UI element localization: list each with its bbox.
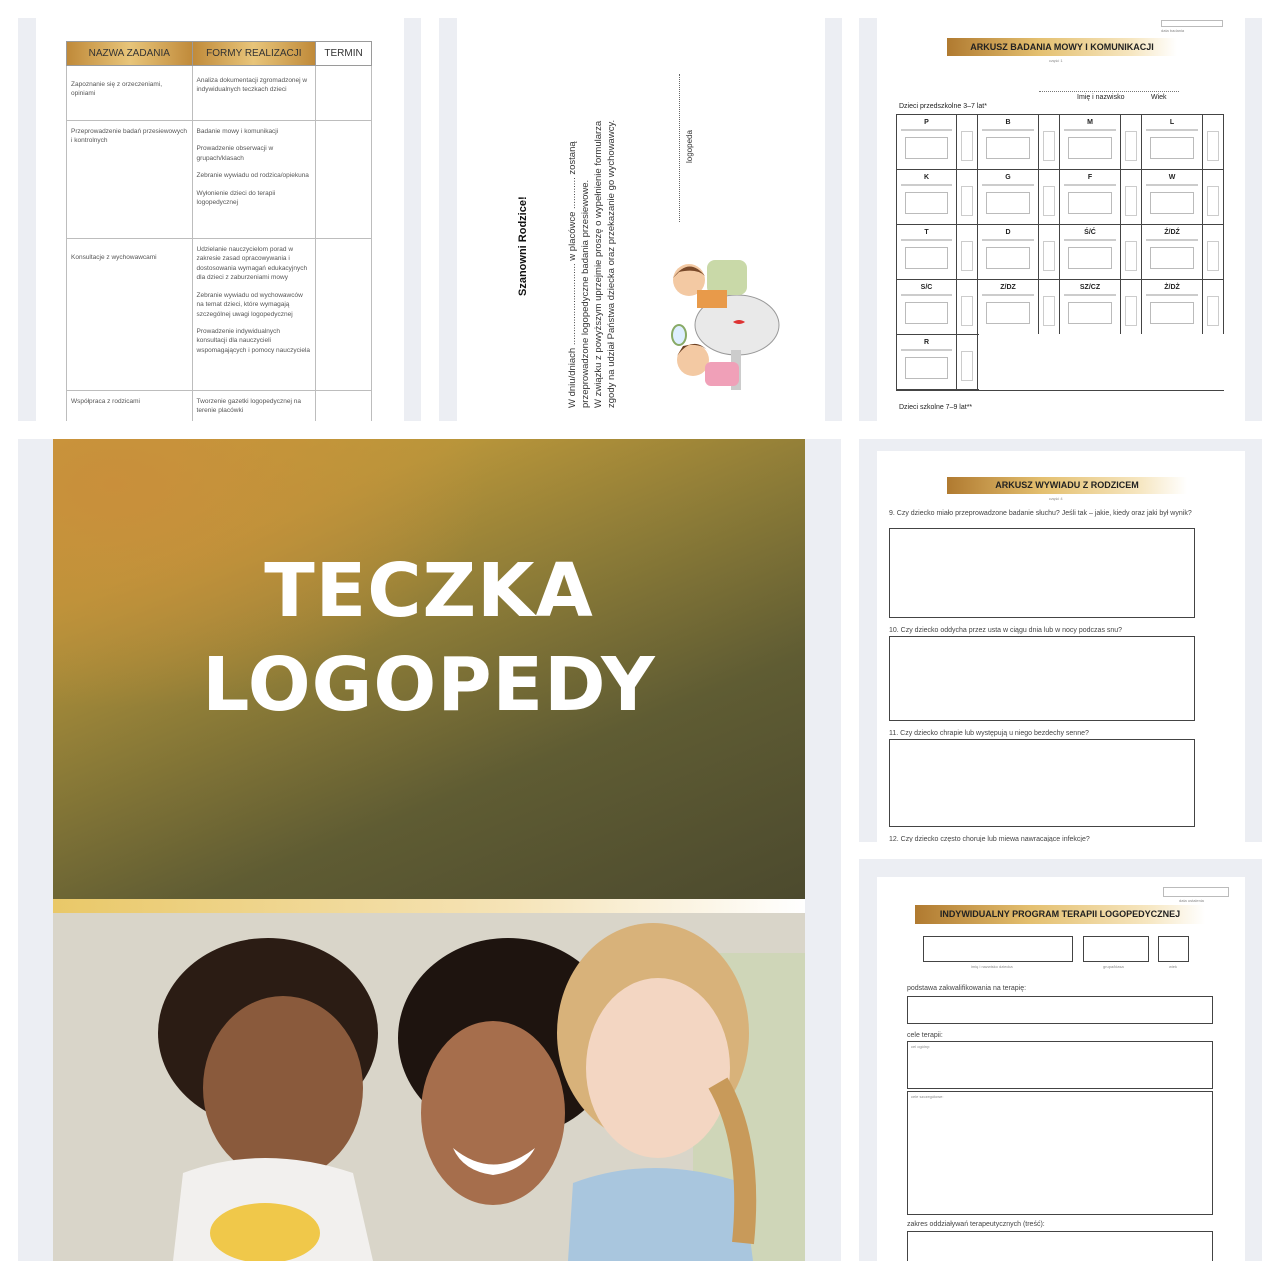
age-box[interactable] <box>1158 936 1189 962</box>
basis-box[interactable] <box>907 996 1213 1024</box>
question-11: 11. Czy dziecko chrapie lub występują u niego bezdechy senne? <box>889 730 1089 737</box>
exam-date-label: data badania <box>1161 28 1185 33</box>
sound-caption-line <box>1146 129 1198 131</box>
sound-row <box>896 334 979 390</box>
score-box[interactable] <box>1125 296 1137 326</box>
sound-cell[interactable] <box>978 170 1039 224</box>
exam-date-box <box>1161 20 1223 27</box>
score-box[interactable] <box>961 296 973 326</box>
sound-caption-line <box>1064 239 1116 241</box>
sound-score-cell[interactable] <box>957 170 978 224</box>
forms-cell: Analiza dokumentacji zgromadzonej w indywidualnych teczkach dzieci <box>192 66 316 121</box>
program-sheet-preview <box>859 859 1262 1261</box>
sound-cell[interactable] <box>1060 225 1121 279</box>
sound-caption-line <box>982 129 1034 131</box>
sound-answer-box[interactable] <box>905 247 948 269</box>
score-box[interactable] <box>1043 131 1055 161</box>
sound-caption-line <box>1064 294 1116 296</box>
sound-answer-box[interactable] <box>1068 302 1112 324</box>
sound-score-cell[interactable] <box>1121 225 1142 279</box>
parent-letter-preview <box>439 18 842 421</box>
col-header-forms: FORMY REALIZACJI <box>192 42 316 66</box>
sound-cell[interactable] <box>896 225 957 279</box>
goals-label: cele terapii: <box>907 1032 943 1039</box>
table-row <box>67 121 372 239</box>
question-9: 9. Czy dziecko miało przeprowadzone badanie słuchu? Jeśli tak – jakie, kiedy oraz jaki był wynik? <box>889 510 1192 517</box>
score-box[interactable] <box>1207 186 1219 216</box>
sound-caption-line <box>1146 184 1198 186</box>
score-box[interactable] <box>1125 186 1137 216</box>
sound-score-cell[interactable] <box>1039 115 1060 169</box>
sound-label: D <box>1005 229 1011 236</box>
forms-cell: Tworzenie gazetki logopedycznej na terenie placówki <box>192 391 316 422</box>
sound-cell[interactable] <box>896 280 957 334</box>
score-box[interactable] <box>961 241 973 271</box>
letter-line-1: W dniu/dniach ............................... w placówce ............ zostaną <box>567 141 578 408</box>
sound-label: Ź/DŹ <box>1164 229 1180 236</box>
score-box[interactable] <box>1207 241 1219 271</box>
cover-title-line-2: LOGOPEDY <box>202 642 656 728</box>
sound-caption-line <box>901 294 952 296</box>
table-row <box>67 391 372 422</box>
sound-caption-line <box>982 239 1034 241</box>
sound-cell[interactable] <box>1060 115 1121 169</box>
sound-score-cell[interactable] <box>1203 225 1224 279</box>
term-cell <box>316 239 372 391</box>
sound-cell[interactable] <box>896 170 957 224</box>
sound-caption-line <box>901 349 952 351</box>
sound-score-cell[interactable] <box>1121 280 1142 334</box>
score-box[interactable] <box>1125 241 1137 271</box>
sound-label: Ż/DŻ <box>1164 284 1180 291</box>
sound-label: L <box>1169 119 1175 126</box>
answer-box-11[interactable] <box>889 739 1195 827</box>
sound-cell[interactable] <box>1142 280 1203 334</box>
specific-goals-box[interactable] <box>907 1091 1213 1215</box>
group-label: grupa/klasa <box>1103 964 1124 969</box>
sound-score-cell[interactable] <box>1203 170 1224 224</box>
sound-answer-box[interactable] <box>905 357 948 379</box>
score-box[interactable] <box>1125 131 1137 161</box>
sound-answer-box[interactable] <box>905 302 948 324</box>
plan-table <box>66 41 372 421</box>
sound-answer-box[interactable] <box>986 302 1030 324</box>
sound-cell[interactable] <box>1060 170 1121 224</box>
score-box[interactable] <box>961 186 973 216</box>
cover-photo <box>53 913 805 1261</box>
family-photo-illustration <box>53 913 805 1261</box>
sound-caption-line <box>982 184 1034 186</box>
speech-sheet-title: ARKUSZ BADANIA MOWY I KOMUNIKACJI <box>947 38 1177 56</box>
term-cell <box>316 391 372 422</box>
score-box[interactable] <box>1043 241 1055 271</box>
sound-label: T <box>924 229 929 236</box>
task-cell: Przeprowadzenie badań przesiewowych i kontrolnych <box>67 121 193 239</box>
program-date-label: data ustalenia <box>1179 898 1204 903</box>
sound-score-cell[interactable] <box>957 225 978 279</box>
letter-line-4: zgody na udział Państwa dziecka oraz przekazanie go wychowawcy. <box>606 119 617 408</box>
cover-gradient-panel <box>53 439 805 899</box>
task-cell: Współpraca z rodzicami <box>67 391 193 422</box>
sound-answer-box[interactable] <box>1068 192 1112 214</box>
sound-label: B <box>1005 119 1011 126</box>
table-row <box>67 66 372 121</box>
cover-title-line-1: TECZKA <box>264 548 594 634</box>
sound-cell[interactable] <box>978 115 1039 169</box>
sound-label: SZ/CZ <box>1079 284 1101 291</box>
sound-answer-box[interactable] <box>1068 247 1112 269</box>
sound-row <box>896 114 1224 169</box>
sound-label: Ś/Ć <box>1084 229 1096 236</box>
answer-box-10[interactable] <box>889 636 1195 721</box>
sound-label: G <box>1005 174 1011 181</box>
sound-caption-line <box>901 129 952 131</box>
sound-score-cell[interactable] <box>1203 280 1224 334</box>
cover-preview <box>18 439 841 1261</box>
program-date-box[interactable] <box>1163 887 1229 897</box>
task-cell: Konsultacje z wychowawcami <box>67 239 193 391</box>
score-box[interactable] <box>1043 296 1055 326</box>
table-row <box>67 239 372 391</box>
sound-caption-line <box>1146 294 1198 296</box>
sound-grid <box>896 114 1224 391</box>
sound-score-cell[interactable] <box>1039 280 1060 334</box>
sound-answer-box[interactable] <box>986 192 1030 214</box>
sound-caption-line <box>1064 184 1116 186</box>
child-name-box[interactable] <box>923 936 1073 962</box>
sound-score-cell[interactable] <box>1039 170 1060 224</box>
sound-cell[interactable] <box>978 280 1039 334</box>
sound-label: S/C <box>920 284 933 291</box>
term-cell <box>316 121 372 239</box>
interview-sheet-title: ARKUSZ WYWIADU Z RODZICEM <box>947 477 1187 494</box>
sound-cell[interactable] <box>896 115 957 169</box>
specific-goals-label: cele szczegółowe: <box>911 1094 944 1099</box>
cover-title <box>53 544 805 732</box>
letter-line-2: przeprowadzone logopedyczne badania przesiewowe. <box>580 179 591 408</box>
score-box[interactable] <box>1043 186 1055 216</box>
sound-row <box>896 224 1224 279</box>
school-group-label: Dzieci szkolne 7–9 lat** <box>899 404 973 411</box>
signature-label: logopeda <box>685 130 694 163</box>
sound-score-cell[interactable] <box>957 280 978 334</box>
sound-label: R <box>923 339 930 346</box>
sound-cell[interactable] <box>1142 115 1203 169</box>
basis-label: podstawa zakwalifikowania na terapię: <box>907 985 1027 992</box>
col-header-term: TERMIN <box>316 42 372 66</box>
sound-score-cell[interactable] <box>1121 115 1142 169</box>
name-label: Imię i nazwisko <box>1077 94 1125 101</box>
sound-caption-line <box>982 294 1034 296</box>
sound-row <box>896 169 1224 224</box>
sound-answer-box[interactable] <box>1068 137 1112 159</box>
sound-score-cell[interactable] <box>1203 115 1224 169</box>
interview-sheet-preview <box>859 439 1262 842</box>
sound-cell[interactable] <box>978 225 1039 279</box>
score-box[interactable] <box>1207 296 1219 326</box>
sound-label: F <box>1087 174 1093 181</box>
sound-answer-box[interactable] <box>986 247 1030 269</box>
sound-answer-box[interactable] <box>905 192 948 214</box>
score-box[interactable] <box>961 131 973 161</box>
answer-box-9[interactable] <box>889 528 1195 618</box>
speech-sheet-preview <box>859 18 1262 421</box>
name-line <box>1039 91 1179 92</box>
cover-gold-stripe <box>53 899 805 913</box>
general-goal-label: cel ogólny: <box>911 1044 931 1049</box>
forms-cell: Udzielanie nauczycielom porad w zakresie zasad opracowywania i dostosowania wymagań edukacyjnych dla dzieci z zaburzeniami mowy Zebranie wywiadu od wychowawców na temat dzieci, które wymagają szczególnej uwagi logopedycznej Prowadzenie indywidualnych konsultacji dla nauczycieli wspomagających i pomocy nauczyciela <box>192 239 316 391</box>
sound-label: W <box>1168 174 1176 181</box>
sound-cell[interactable] <box>896 335 957 389</box>
scope-box[interactable] <box>907 1231 1213 1261</box>
program-sheet-title: INDYWIDUALNY PROGRAM TERAPII LOGOPEDYCZNEJ <box>915 905 1205 924</box>
age-label: Wiek <box>1151 94 1167 101</box>
sound-score-cell[interactable] <box>1039 225 1060 279</box>
sound-cell[interactable] <box>1060 280 1121 334</box>
general-goal-box[interactable] <box>907 1041 1213 1089</box>
sound-score-cell[interactable] <box>957 335 978 389</box>
score-box[interactable] <box>961 351 973 381</box>
sound-answer-box[interactable] <box>1150 247 1194 269</box>
signature-line <box>679 74 680 222</box>
preschool-group-label: Dzieci przedszkolne 3–7 lat* <box>899 103 987 110</box>
sound-caption-line <box>901 184 952 186</box>
sound-answer-box[interactable] <box>905 137 948 159</box>
term-cell <box>316 66 372 121</box>
sound-answer-box[interactable] <box>986 137 1030 159</box>
score-box[interactable] <box>1207 131 1219 161</box>
sound-label: M <box>1087 119 1093 126</box>
question-12: 12. Czy dziecko często choruje lub miewa nawracające infekcje? <box>889 836 1090 842</box>
children-mirror-illustration <box>649 250 789 400</box>
sound-cell[interactable] <box>1142 225 1203 279</box>
question-10: 10. Czy dziecko oddycha przez usta w ciągu dnia lub w nocy podczas snu? <box>889 627 1123 634</box>
sound-caption-line <box>1146 239 1198 241</box>
sound-answer-box[interactable] <box>1150 302 1194 324</box>
sound-score-cell[interactable] <box>1121 170 1142 224</box>
letter-heading: Szanowni Rodzice! <box>517 196 529 296</box>
sound-row <box>896 279 1224 334</box>
sound-answer-box[interactable] <box>1150 137 1194 159</box>
sound-caption-line <box>901 239 952 241</box>
sound-cell[interactable] <box>1142 170 1203 224</box>
scope-label: zakres oddziaływań terapeutycznych (treść): <box>907 1221 1045 1228</box>
sound-answer-box[interactable] <box>1150 192 1194 214</box>
sound-label: K <box>923 174 930 181</box>
sound-label: Z/DZ <box>1000 284 1016 291</box>
sound-score-cell[interactable] <box>957 115 978 169</box>
forms-cell: Badanie mowy i komunikacji Prowadzenie obserwacji w grupach/klasach Zebranie wywiadu od rodzica/opiekuna Wyłonienie dzieci do terapii logopedycznej <box>192 121 316 239</box>
plan-table-preview <box>18 18 421 421</box>
sound-label: P <box>924 119 929 126</box>
task-cell: Zapoznanie się z orzeczeniami, opiniami <box>67 66 193 121</box>
interview-part-label: część 4 <box>1049 496 1063 501</box>
sound-caption-line <box>1064 129 1116 131</box>
group-box[interactable] <box>1083 936 1149 962</box>
col-header-task: NAZWA ZADANIA <box>67 42 193 66</box>
letter-line-3: W związku z powyższym uprzejmie proszę o wypełnienie formularza <box>593 120 604 408</box>
child-name-label: imię i nazwisko dziecka <box>971 964 1013 969</box>
part-label: część 1 <box>1049 58 1063 63</box>
age-label-program: wiek <box>1169 964 1178 969</box>
